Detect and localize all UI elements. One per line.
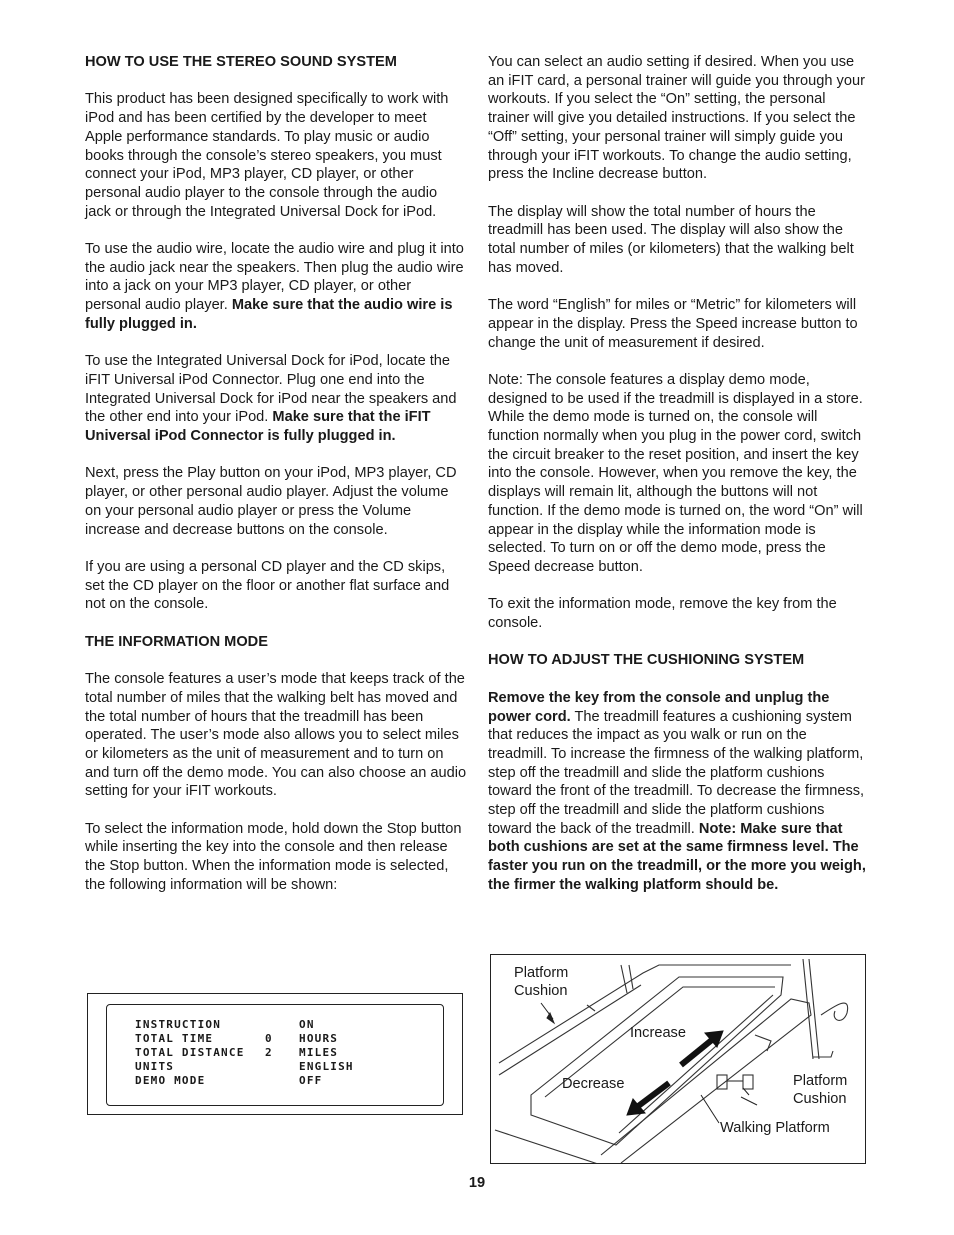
universal-dock-text: To use the Integrated Universal Dock for iPod, locate the iFIT Universal iPod Connector. Plug one end into the Integrated Universal Dock for iPod near the speakers and the other end into your iPod. [85,353,457,426]
page-number: 19 [468,1175,486,1191]
display-row-value: ENGLISH [299,1060,354,1073]
audio-wire-text: To use the audio wire, locate the audio wire and plug it into the audio jack near the speakers. Then plug the audio wire into a jack on your MP3 player, CD player, or other personal audio player. [85,241,464,314]
label-platform-cushion-top: Platform Cushion [514,965,569,999]
display-row-value: HOURS [299,1032,339,1045]
display-row-label: TOTAL TIME [135,1032,214,1045]
cushioning-text: The treadmill features a cushioning system that reduces the impact as you walk or run on the treadmill. To increase the firmness of the walking platform, step off the treadmill and slide the platform cushions toward the front of the treadmill. To decrease the firmness, step off the treadmill and slide the platform cushions toward the back of the treadmill. [488,708,865,837]
paragraph-select-info-mode: To select the information mode, hold down the Stop button while inserting the key into the console and then release the Stop button. When the information mode is selected, the following information will be shown: [85,820,462,893]
paragraph-demo-mode-note: Note: The console features a display demo mode, designed to be used if the treadmill is displayed in a store. While the demo mode is turned on, the console will function normally when you plug in the power cord, switch the circuit breaker to the reset position, and insert the key into the console. However, when you remove the key, the displays will remain lit, although the buttons will not function. If the demo mode is turned on, the word “On” will appear in the display while the information mode is selected. To turn on or off the demo mode, press the Speed decrease button. [488,371,863,575]
label-increase: Increase [630,1025,686,1041]
label-decrease: Decrease [562,1076,625,1092]
audio-wire-warning: Make sure that the audio wire is fully plugged in. [85,297,453,332]
universal-dock-warning: Make sure that the iFIT Universal iPod Connector is fully plugged in. [85,409,431,445]
display-row-label: UNITS [135,1060,175,1073]
display-row-label: DEMO MODE [135,1074,206,1087]
paragraph-audio-setting: You can select an audio setting if desired. When you use an iFIT card, a personal trainer will guide you through your workouts. If you select the “On” setting, the personal trainer will give you detailed instructions. If you select the “Off” setting, your personal trainer will simply guide you through your iFIT workouts. To change the audio setting, press the Incline decrease button. [488,54,865,183]
cushioning-note: Note: Make sure that both cushions are set at the same firmness level. The faster you run on the treadmill, or the more you weigh, the firmer the walking platform should be. [488,820,866,893]
display-row-value: OFF [299,1074,323,1087]
console-display-screen [106,1004,444,1106]
label-platform-cushion-right: Platform Cushion [793,1073,848,1107]
paragraph-universal-dock [85,352,467,446]
paragraph-cushioning [488,689,870,895]
heading-cushioning-system: HOW TO ADJUST THE CUSHIONING SYSTEM [488,652,805,669]
paragraph-ipod-intro: This product has been designed specifically to work with iPod and has been certified by the developer to meet Apple performance standards. To play music or audio books through the console’s stereo speakers, you must connect your iPod, MP3 player, CD player, or other personal audio player to the console through the audio jack or through the Integrated Universal Dock for iPod. [85,91,449,220]
cushioning-warning: Remove the key from the console and unplug the power cord. [488,689,830,725]
paragraph-cd-skips: If you are using a personal CD player and the CD skips, set the CD player on the floor or another flat surface and not on the console. [85,558,450,613]
display-row-value: ON [299,1018,315,1031]
display-row-number: 2 [265,1046,273,1059]
label-walking-platform: Walking Platform [720,1120,830,1136]
heading-stereo-sound-system: HOW TO USE THE STEREO SOUND SYSTEM [85,54,397,70]
console-display-figure [87,993,463,1115]
display-row-label: TOTAL DISTANCE [135,1046,245,1059]
paragraph-english-metric: The word “English” for miles or “Metric” for kilometers will appear in the display. Press the Speed increase button to change the unit of measurement if desired. [488,297,858,351]
right-column [488,53,870,913]
left-column [85,53,467,913]
cushioning-figure [490,954,866,1164]
paragraph-press-play: Next, press the Play button on your iPod, MP3 player, CD player, or other personal audio player. Adjust the volume on your personal audio player or press the Volume increase and decrease buttons on the console. [85,465,457,538]
paragraph-users-mode: The console features a user’s mode that keeps track of the total number of miles that the walking belt has moved and the total number of hours that the treadmill has been operated. The user’s mode also allows you to select miles or kilometers as the unit of measurement and to turn on and turn off the demo mode. You can also choose an audio setting for your iFIT workouts. [85,671,467,800]
paragraph-exit-info-mode: To exit the information mode, remove the key from the console. [488,596,837,632]
display-row-value: MILES [299,1046,339,1059]
display-row-label: INSTRUCTION [135,1018,222,1031]
paragraph-audio-wire [85,240,467,334]
display-row-number: 0 [265,1032,273,1045]
paragraph-total-hours: The display will show the total number of hours the treadmill has been used. The display will also show the total number of miles (or kilometers) that the walking belt has moved. [488,203,854,276]
heading-information-mode: THE INFORMATION MODE [85,633,268,650]
